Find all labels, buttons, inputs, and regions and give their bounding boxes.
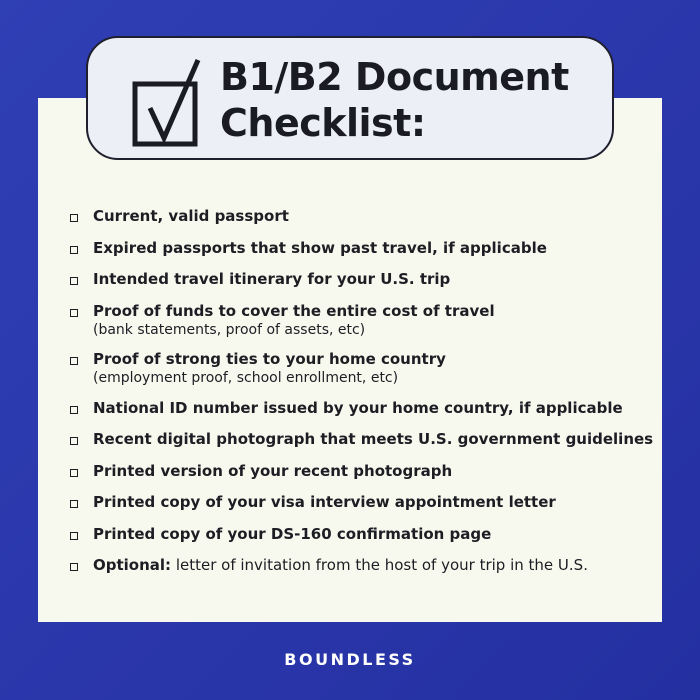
- checklist-item: [70, 555, 650, 576]
- checkbox-icon: [70, 214, 78, 222]
- checklist-item: [70, 461, 650, 482]
- checklist-item-note: (employment proof, school enrollment, etc): [93, 370, 399, 386]
- optional-description: letter of invitation from the host of your trip in the U.S.: [171, 556, 588, 574]
- checkbox-icon: [70, 406, 78, 414]
- title-line-2: Checklist:: [220, 101, 426, 145]
- checklist-item-text: Recent digital photograph that meets U.S. government guidelines: [93, 430, 654, 448]
- checklist-item: [70, 398, 650, 419]
- checklist-item-text: Expired passports that show past travel, if applicable: [93, 238, 547, 257]
- checklist-item: [70, 269, 650, 290]
- checklist-item: [70, 301, 650, 339]
- checklist-item-text: Intended travel itinerary for your U.S. trip: [93, 270, 451, 288]
- checklist-item-note: (bank statements, proof of assets, etc): [93, 321, 366, 338]
- checklist-item: [70, 349, 650, 387]
- checklist-item-text: Printed copy of your visa interview appointment letter: [93, 493, 556, 511]
- checklist-item-text: Current, valid passport: [93, 207, 289, 225]
- checklist-item: [70, 492, 650, 513]
- checkbox-checked-icon: [132, 58, 212, 152]
- checkbox-icon: [70, 563, 78, 571]
- checkbox-icon: [70, 357, 78, 365]
- document-checklist: [70, 206, 654, 587]
- checkbox-icon: [70, 246, 78, 254]
- checkbox-icon: [70, 277, 78, 285]
- title-banner: [86, 36, 614, 160]
- checkbox-icon: [70, 500, 78, 508]
- optional-label: Optional:: [93, 556, 172, 574]
- checkbox-icon: [70, 532, 78, 540]
- checkbox-icon: [70, 309, 78, 317]
- checklist-item-text: [93, 555, 650, 576]
- page-title: [220, 54, 600, 146]
- checklist-item-text: Printed copy of your DS-160 confirmation page: [93, 524, 492, 543]
- checklist-item: [70, 429, 654, 450]
- checklist-item-text: Printed version of your recent photograph: [93, 461, 453, 480]
- checklist-item-text: Proof of strong ties to your home country: [93, 350, 446, 368]
- checklist-item: [70, 524, 650, 545]
- checklist-item: [70, 206, 650, 227]
- checklist-item: [70, 238, 650, 259]
- checklist-item-text: National ID number issued by your home country, if applicable: [93, 398, 623, 417]
- title-line-1: B1/B2 Document: [220, 55, 569, 99]
- checkbox-icon: [70, 437, 78, 445]
- checkbox-icon: [70, 469, 78, 477]
- checklist-item-text: Proof of funds to cover the entire cost of travel: [93, 301, 495, 320]
- brand-logo-text: BOUNDLESS: [284, 650, 416, 669]
